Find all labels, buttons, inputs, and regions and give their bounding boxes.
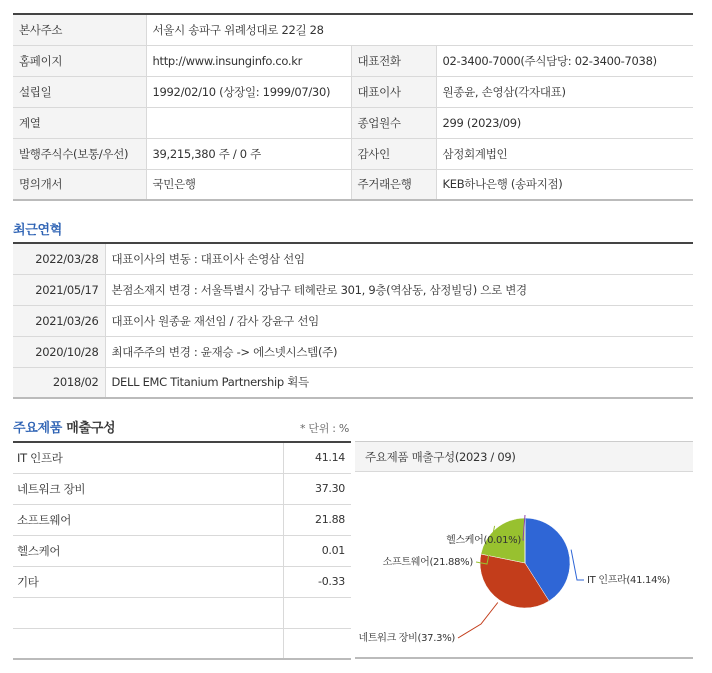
sales-pie-chart <box>355 472 693 658</box>
pie-leader-line-0 <box>571 550 584 580</box>
history-row <box>13 305 693 336</box>
product-name: IT 인프라 <box>13 442 283 473</box>
group-label: 계열 <box>13 107 146 138</box>
shares-label: 발행주식수(보통/우선) <box>13 138 146 169</box>
product-value: 21.88 <box>283 504 351 535</box>
products-title-rest: 매출구성 <box>62 421 116 436</box>
product-value: 37.30 <box>283 473 351 504</box>
history-event: 대표이사 원종윤 재선임 / 감사 강윤구 선임 <box>105 305 693 336</box>
history-event: 최대주주의 변경 : 윤재승 -> 에스넷시스템(주) <box>105 336 693 367</box>
product-name <box>13 597 283 628</box>
company-info-table <box>13 13 693 201</box>
history-date: 2021/03/26 <box>13 305 105 336</box>
history-date: 2022/03/28 <box>13 243 105 274</box>
sales-chart-panel <box>355 441 693 659</box>
history-row <box>13 367 693 398</box>
info-row-homepage <box>13 45 693 76</box>
history-title: 최근연혁 <box>13 223 63 238</box>
history-event: DELL EMC Titanium Partnership 획득 <box>105 367 693 398</box>
info-row-founded <box>13 76 693 107</box>
history-row <box>13 274 693 305</box>
phone-label: 대표전화 <box>351 45 436 76</box>
chart-title: 주요제품 매출구성(2023 / 09) <box>355 442 693 472</box>
product-value: 0.01 <box>283 535 351 566</box>
pie-leader-line-1 <box>458 603 498 639</box>
bank-label: 주거래은행 <box>351 169 436 200</box>
history-date: 2021/05/17 <box>13 274 105 305</box>
homepage-label: 홈페이지 <box>13 45 146 76</box>
founded-label: 설립일 <box>13 76 146 107</box>
registrar-value: 국민은행 <box>146 169 351 200</box>
homepage-link[interactable]: http://www.insunginfo.co.kr <box>146 45 351 76</box>
product-value <box>283 597 351 628</box>
product-row <box>13 535 351 566</box>
history-row <box>13 336 693 367</box>
bank-value: KEB하나은행 (송파지점) <box>436 169 693 200</box>
history-date: 2020/10/28 <box>13 336 105 367</box>
history-row <box>13 243 693 274</box>
address-label: 본사주소 <box>13 14 146 45</box>
info-row-group <box>13 107 693 138</box>
auditor-value: 삼정회계법인 <box>436 138 693 169</box>
unit-note: * 단위 : % <box>300 422 349 435</box>
products-title-accent: 주요제품 <box>13 421 63 436</box>
history-event: 본점소재지 변경 : 서울특별시 강남구 테헤란로 301, 9층(역삼동, 삼정빌딩) 으로 변경 <box>105 274 693 305</box>
shares-value: 39,215,380 주 / 0 주 <box>146 138 351 169</box>
history-table <box>13 242 693 399</box>
product-row <box>13 628 351 659</box>
product-name: 소프트웨어 <box>13 504 283 535</box>
product-row <box>13 566 351 597</box>
product-row <box>13 597 351 628</box>
product-name: 헬스케어 <box>13 535 283 566</box>
employees-label: 종업원수 <box>351 107 436 138</box>
phone-value: 02-3400-7000(주식담당: 02-3400-7038) <box>436 45 693 76</box>
employees-value: 299 (2023/09) <box>436 107 693 138</box>
history-event: 대표이사의 변동 : 대표이사 손영삼 선임 <box>105 243 693 274</box>
pie-label-3: 헬스케어(0.01%) <box>446 535 521 546</box>
ceo-label: 대표이사 <box>351 76 436 107</box>
product-value <box>283 628 351 659</box>
ceo-value: 원종윤, 손영삼(각자대표) <box>436 76 693 107</box>
info-row-address <box>13 14 693 45</box>
auditor-label: 감사인 <box>351 138 436 169</box>
history-date: 2018/02 <box>13 367 105 398</box>
info-row-shares <box>13 138 693 169</box>
pie-label-1: 네트워크 장비(37.3%) <box>358 633 455 644</box>
registrar-label: 명의개서 <box>13 169 146 200</box>
pie-label-2: 소프트웨어(21.88%) <box>382 557 473 568</box>
product-name: 기타 <box>13 566 283 597</box>
product-name <box>13 628 283 659</box>
address-value: 서울시 송파구 위례성대로 22길 28 <box>146 14 693 45</box>
product-value: 41.14 <box>283 442 351 473</box>
info-row-registrar <box>13 169 693 200</box>
founded-value: 1992/02/10 (상장일: 1999/07/30) <box>146 76 351 107</box>
product-row <box>13 473 351 504</box>
products-title <box>13 417 115 436</box>
products-table <box>13 441 351 660</box>
product-row <box>13 504 351 535</box>
product-name: 네트워크 장비 <box>13 473 283 504</box>
product-row <box>13 442 351 473</box>
pie-label-0: IT 인프라(41.14%) <box>587 575 670 586</box>
product-value: -0.33 <box>283 566 351 597</box>
group-value <box>146 107 351 138</box>
